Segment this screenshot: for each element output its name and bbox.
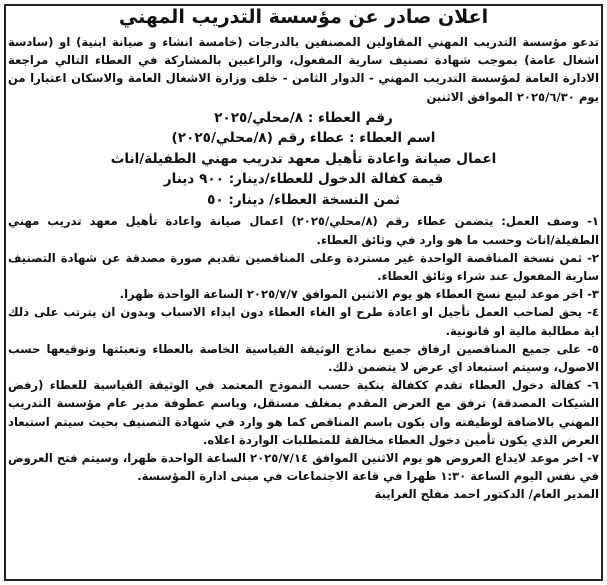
condition-item: ١- وصف العمل: يتضمن عطاء رقم (٨/محلي/٢٠٢٥) اعمال صيانة واعادة تأهيل معهد تدريب مهني الطفيلة/اناث وحسب ما هو وارد في وثائق العطاء. xyxy=(8,214,599,247)
condition-item: ٣- اخر موعد لبيع نسخ العطاء هو يوم الاثنين الموافق ٢٠٢٥/٧/٧ الساعة الواحدة ظهرا. xyxy=(119,287,599,302)
tender-guarantee: قيمة كفالة الدخول للعطاء/دينار: ٩٠٠ دينار xyxy=(163,171,444,188)
tender-description: اعمال صيانة واعادة تأهيل معهد تدريب مهني الطفيلة/اناث xyxy=(110,150,497,167)
condition-item: ٧- اخر موعد لايداع العروض هو يوم الاثنين الموافق ٢٠٢٥/٧/١٤ الساعة الواحدة ظهرا، وسيتم فتح العروض في نفس اليوم الساعة ١:٣٠ ظهرا في قاعة الاجتماعات في مبنى ادارة المؤسسة. xyxy=(8,450,599,484)
signature-line: المدير العام/ الدكتور احمد مفلح الغرايبة xyxy=(374,487,599,502)
condition-item: ٦- كفالة دخول العطاء تقدم ككفالة بنكية حسب النموذج المعتمد في الوثيقة القياسية للعطاء (رفض الشيكات المصدقة) ترفق مع العرض المقدم بمغلف مستقل، وباسم عطوفة مدير عام مؤسسة التدريب المهني بالاضافة لوظيفته وان يكون باسم المناقص كما هو وارد في شهادة التصنيف بحيث سيتم استبعاد العرض الذي يكون تأمين دخول العطاء مخالفة للمتطلبات الواردة اعلاه. xyxy=(8,378,599,447)
announcement-intro: تدعو مؤسسة التدريب المهني المقاولين المصنفين بالدرجات (خامسة انشاء و صيانة ابنية) او (سادسة اشغال عامة) بموجب شهادة تصنيف سارية المفعول، والراغبين بالمشاركة في العطاء التالي مراجعة الادارة العامة لمؤسسة التدريب المهني - الدوار الثامن - خلف وزارة الاشغال العامة والاسكان اعتبارا من يوم ٢٠٢٥/٦/٣٠ الموافق الاثنين xyxy=(8,35,599,104)
condition-item: ٥- على جميع المناقصين ارفاق جميع نماذج الوثيقة القياسية الخاصة بالعطاء وتعبئتها وتوقيعها حسب الاصول، وسيتم استبعاد اي عرض لا يتضمن ذلك. xyxy=(8,341,599,374)
tender-details xyxy=(8,108,599,211)
condition-item: ٤- يحق لصاحب العمل تأجيل او اعادة طرح او الغاء العطاء دون ابداء الاسباب وبدون ان يترتب على ذلك اية مطالبة مالية او قانونية. xyxy=(8,305,599,338)
announcement-content xyxy=(8,4,599,581)
conditions-list xyxy=(8,212,599,485)
condition-item: ٢- ثمن نسخة المناقصة الواحدة غير مستردة وعلى المناقصين تقديم صورة مصدقة عن شهادة التصنيف سارية المفعول عند شراء وثائق العطاء. xyxy=(8,250,599,283)
tender-number: رقم العطاء : ٨/محلي/٢٠٢٥ xyxy=(214,109,393,126)
tender-copy-price: ثمن النسخة العطاء/ دينار: ٥٠ xyxy=(207,191,400,208)
announcement-title: اعلان صادر عن مؤسسة التدريب المهني xyxy=(118,6,489,28)
tender-name: اسم العطاء : عطاء رقم (٨/محلي/٢٠٢٥) xyxy=(171,130,436,147)
